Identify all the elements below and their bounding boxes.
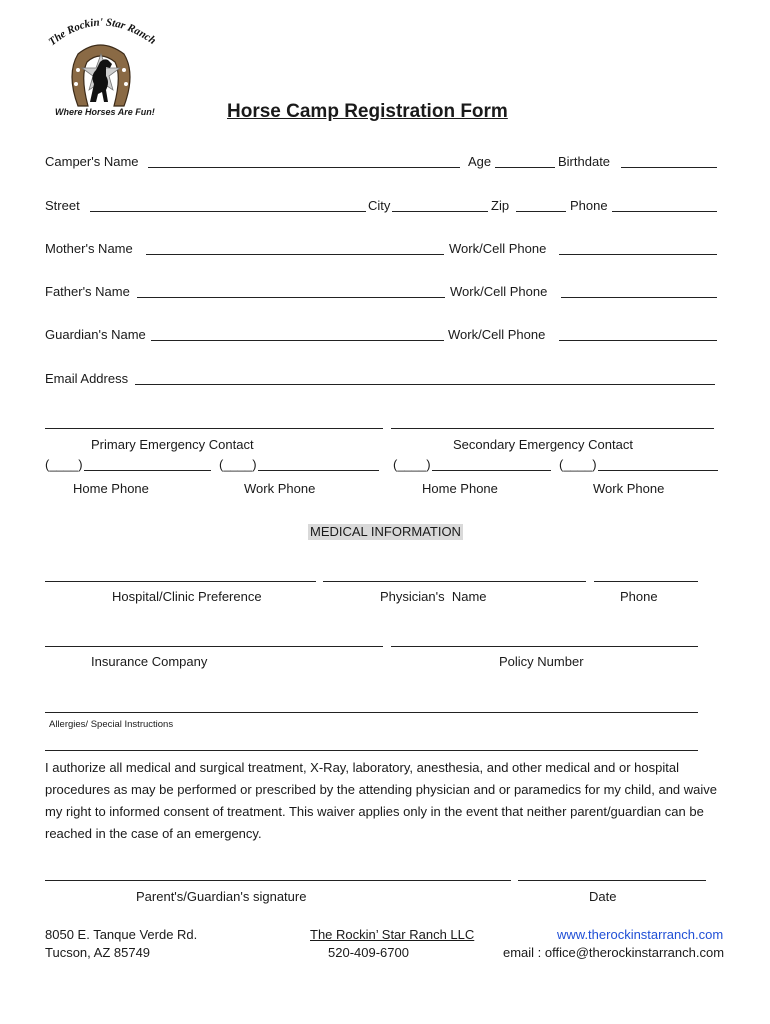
secondary-home-phone-label: Home Phone (422, 481, 498, 496)
svg-text:The Rockin' Star Ranch LLC. (40, 14, 158, 48)
zip-label: Zip (491, 198, 510, 213)
footer-website-link[interactable]: www.therockinstarranch.com (557, 927, 724, 942)
footer-email[interactable]: email : office@therockinstarranch.com (503, 945, 725, 960)
primary-home-area-code: (____) (45, 457, 83, 472)
guardians-name-label: Guardian's Name (45, 327, 146, 342)
primary-contact-name-field[interactable] (45, 428, 383, 429)
physician-phone-field[interactable] (594, 581, 698, 582)
signature-field[interactable] (45, 880, 511, 881)
authorization-text: I authorize all medical and surgical treatment, X-Ray, laboratory, anesthesia, and other medical and or hospital procedures as may be performed or prescribed by the attending physician and or paramedics for my child, and waive my right to informed consent of treatment. This waiver applies only in the event that neither parent/guardian can be reached in the case of an emergency. (45, 760, 718, 841)
primary-home-phone-field[interactable] (84, 470, 211, 471)
guardian-work-cell-label: Work/Cell Phone (448, 327, 546, 342)
hospital-field[interactable] (45, 581, 316, 582)
phone-field[interactable] (612, 211, 717, 212)
primary-work-phone-field[interactable] (258, 470, 379, 471)
birthdate-label: Birthdate (558, 154, 611, 169)
footer-company: The Rockin’ Star Ranch LLC (310, 927, 475, 942)
date-label: Date (589, 889, 617, 904)
hospital-label: Hospital/Clinic Preference (112, 589, 262, 604)
date-field[interactable] (518, 880, 706, 881)
physician-field[interactable] (323, 581, 586, 582)
footer-address-line2: Tucson, AZ 85749 (45, 945, 151, 960)
policy-field[interactable] (391, 646, 698, 647)
fathers-name-field[interactable] (137, 297, 445, 298)
allergies-label: Allergies/ Special Instructions (49, 719, 174, 730)
age-label: Age (468, 154, 492, 169)
mothers-name-label: Mother's Name (45, 241, 133, 256)
guardian-work-cell-field[interactable] (559, 340, 717, 341)
footer-address-line1: 8050 E. Tanque Verde Rd. (45, 927, 198, 942)
birthdate-field[interactable] (621, 167, 717, 168)
physician-phone-label: Phone (620, 589, 658, 604)
policy-label: Policy Number (499, 654, 584, 669)
mother-work-cell-field[interactable] (559, 254, 717, 255)
camper-name-label: Camper's Name (45, 154, 139, 169)
zip-field[interactable] (516, 211, 566, 212)
secondary-work-area-code: (____) (559, 457, 597, 472)
allergies-field-line-2[interactable] (45, 750, 698, 751)
fathers-name-label: Father's Name (45, 284, 130, 299)
city-field[interactable] (392, 211, 488, 212)
phone-label: Phone (570, 198, 608, 213)
mother-work-cell-label: Work/Cell Phone (449, 241, 547, 256)
insurance-label: Insurance Company (91, 654, 208, 669)
father-work-cell-label: Work/Cell Phone (450, 284, 548, 299)
logo-arc-text: The Rockin' Star Ranch (46, 16, 159, 49)
secondary-work-phone-field[interactable] (598, 470, 718, 471)
signature-label: Parent's/Guardian's signature (136, 889, 307, 904)
medical-info-heading: MEDICAL INFORMATION (310, 524, 461, 539)
logo-tagline: Where Horses Are Fun! (55, 107, 155, 117)
primary-work-area-code: (____) (219, 457, 257, 472)
primary-home-phone-label: Home Phone (73, 481, 149, 496)
email-label: Email Address (45, 371, 129, 386)
guardians-name-field[interactable] (151, 340, 444, 341)
email-field[interactable] (135, 384, 715, 385)
primary-work-phone-label: Work Phone (244, 481, 316, 496)
footer-company-phone: 520-409-6700 (328, 945, 409, 960)
primary-contact-label: Primary Emergency Contact (91, 437, 254, 452)
city-label: City (368, 198, 391, 213)
insurance-field[interactable] (45, 646, 383, 647)
street-label: Street (45, 198, 80, 213)
allergies-field-line-1[interactable] (45, 712, 698, 713)
father-work-cell-field[interactable] (561, 297, 717, 298)
form-title: Horse Camp Registration Form (227, 101, 508, 122)
secondary-contact-name-field[interactable] (391, 428, 714, 429)
mothers-name-field[interactable] (146, 254, 444, 255)
secondary-home-area-code: (____) (393, 457, 431, 472)
physician-label: Physician's Name (380, 589, 487, 604)
secondary-contact-label: Secondary Emergency Contact (453, 437, 633, 452)
secondary-home-phone-field[interactable] (432, 470, 551, 471)
street-field[interactable] (90, 211, 366, 212)
age-field[interactable] (495, 167, 555, 168)
camper-name-field[interactable] (148, 167, 460, 168)
secondary-work-phone-label: Work Phone (593, 481, 665, 496)
